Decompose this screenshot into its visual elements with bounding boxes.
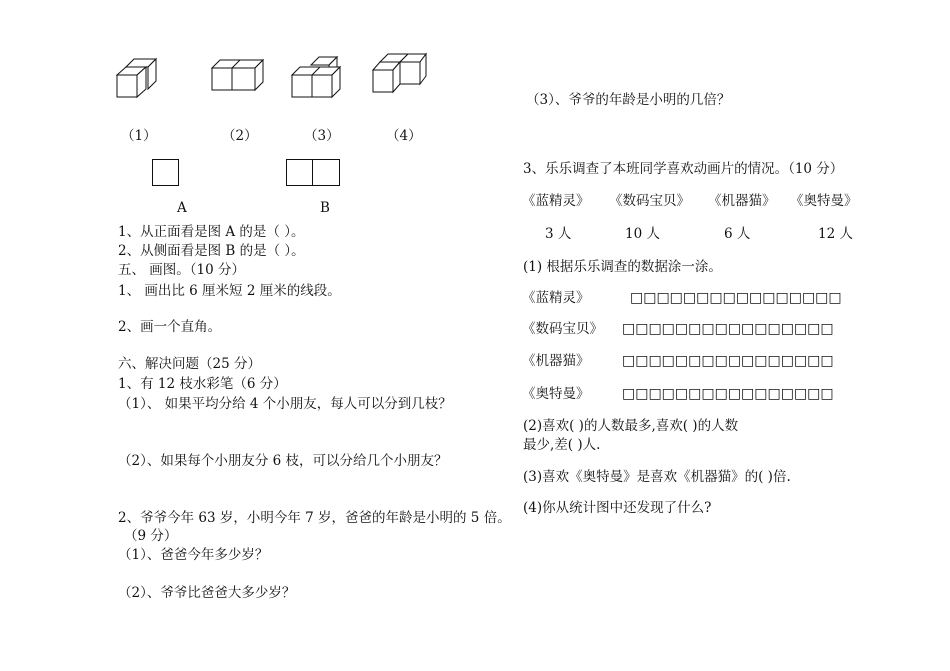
- cube-figure-1: [112, 55, 162, 100]
- section-6-title: 六、解决问题（25 分）: [118, 356, 261, 372]
- problem-3-title: 3、乐乐调查了本班同学喜欢动画片的情况。（10 分）: [523, 161, 844, 177]
- view-b-rectangle: [286, 159, 340, 186]
- problem-2-score: （9 分）: [124, 528, 178, 544]
- figure-label-3: （3）: [304, 128, 340, 144]
- section-5-question-1: 1、 画出比 6 厘米短 2 厘米的线段。: [118, 283, 341, 299]
- figure-label-4: （4）: [386, 128, 422, 144]
- cube-figure-4: [368, 52, 428, 97]
- show-name-4: 《奥特曼》: [790, 193, 858, 209]
- view-a-square: [152, 159, 179, 186]
- problem-2-question-2: （2）、爷爷比爸爸大多少岁？: [118, 585, 296, 601]
- show-count-3: 6 人: [724, 226, 751, 242]
- question-front-view: 1、从正面看是图 A 的是（ ）。: [118, 224, 305, 240]
- problem-2-question-1: （1）、爸爸今年多少岁？: [118, 547, 269, 563]
- show-name-1: 《蓝精灵》: [522, 193, 590, 209]
- grid-row-boxes-1[interactable]: □□□□□□□□□□□□□□□□: [630, 290, 842, 306]
- problem-3-question-1: (1) 根据乐乐调查的数据涂一涂。: [523, 259, 722, 275]
- problem-3-question-2-line-2: 最少,差( )人.: [523, 437, 601, 453]
- problem-2-question-3: （3）、爷爷的年龄是小明的几倍？: [526, 92, 731, 108]
- grid-row-label-4: 《奥特曼》: [522, 386, 590, 402]
- problem-1-question-2: （2）、如果每个小朋友分 6 枝，可以分给几个小朋友？: [118, 453, 448, 469]
- cube-figure-2: [207, 55, 267, 100]
- problem-2-title: 2、爷爷今年 63 岁，小明今年 7 岁，爸爸的年龄是小明的 5 倍。: [118, 510, 511, 526]
- problem-1-question-1: （1）、 如果平均分给 4 个小朋友，每人可以分到几枝？: [118, 396, 452, 412]
- problem-3-question-2-line-1: (2)喜欢( )的人数最多,喜欢( )的人数: [523, 418, 739, 434]
- problem-3-question-4: (4)你从统计图中还发现了什么?: [523, 500, 712, 516]
- show-count-2: 10 人: [625, 226, 660, 242]
- cube-figure-3: [287, 55, 347, 100]
- view-label-a: A: [177, 200, 187, 216]
- figure-label-1: （1）: [121, 128, 157, 144]
- figure-label-2: （2）: [222, 128, 258, 144]
- view-b-divider: [312, 160, 313, 185]
- grid-row-label-2: 《数码宝贝》: [522, 321, 603, 337]
- section-5-title: 五、 画图。（10 分）: [118, 262, 246, 278]
- grid-row-label-3: 《机器猫》: [522, 353, 590, 369]
- grid-row-boxes-2[interactable]: □□□□□□□□□□□□□□□□: [622, 321, 834, 337]
- view-label-b: B: [320, 200, 330, 216]
- grid-row-boxes-4[interactable]: □□□□□□□□□□□□□□□□: [622, 386, 834, 402]
- grid-row-label-1: 《蓝精灵》: [522, 290, 590, 306]
- show-name-3: 《机器猫》: [708, 193, 776, 209]
- grid-row-boxes-3[interactable]: □□□□□□□□□□□□□□□□: [622, 353, 834, 369]
- question-side-view: 2、从侧面看是图 B 的是（ ）。: [118, 243, 305, 259]
- problem-3-question-3: (3)喜欢《奥特曼》是喜欢《机器猫》的( )倍.: [523, 469, 791, 485]
- show-name-2: 《数码宝贝》: [609, 193, 690, 209]
- section-5-question-2: 2、画一个直角。: [118, 319, 222, 335]
- show-count-4: 12 人: [818, 226, 853, 242]
- show-count-1: 3 人: [545, 226, 572, 242]
- problem-1-title: 1、有 12 枝水彩笔（6 分）: [118, 376, 287, 392]
